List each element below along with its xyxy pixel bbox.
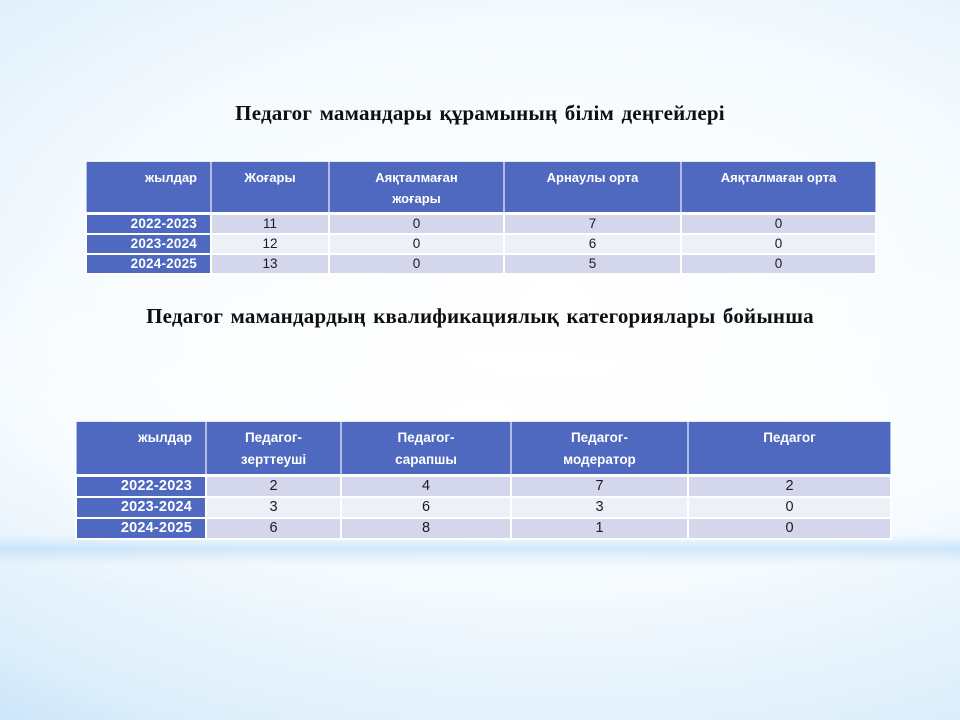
value-cell: 2 bbox=[206, 475, 341, 497]
table-header-row bbox=[76, 421, 891, 475]
education-levels-title: Педагог мамандары құрамының білім деңгейлері bbox=[235, 101, 725, 125]
value-cell: 4 bbox=[341, 475, 511, 497]
header-cell-higher: Жоғары bbox=[211, 161, 329, 214]
value-cell: 0 bbox=[681, 214, 876, 235]
value-cell: 0 bbox=[681, 234, 876, 254]
value-cell: 3 bbox=[206, 497, 341, 518]
value-cell: 5 bbox=[504, 254, 681, 274]
header-cell-incomplete-secondary: Аяқталмаған орта bbox=[681, 161, 876, 214]
value-cell: 1 bbox=[511, 518, 688, 539]
value-cell: 3 bbox=[511, 497, 688, 518]
education-levels-table bbox=[85, 160, 877, 275]
year-cell: 2023-2024 bbox=[86, 234, 211, 254]
header-cell-researcher bbox=[206, 421, 341, 475]
header-label: Педагог-сарапшы bbox=[395, 430, 457, 467]
value-cell: 7 bbox=[511, 475, 688, 497]
header-cell-years: жылдар bbox=[86, 161, 211, 214]
header-cell-incomplete-higher bbox=[329, 161, 504, 214]
header-cell-years: жылдар bbox=[76, 421, 206, 475]
header-cell-special-secondary: Арнаулы орта bbox=[504, 161, 681, 214]
year-cell: 2024-2025 bbox=[76, 518, 206, 539]
value-cell: 7 bbox=[504, 214, 681, 235]
value-cell: 6 bbox=[206, 518, 341, 539]
value-cell: 11 bbox=[211, 214, 329, 235]
year-cell: 2022-2023 bbox=[86, 214, 211, 235]
header-label: Педагог-зерттеуші bbox=[240, 430, 307, 467]
year-cell: 2023-2024 bbox=[76, 497, 206, 518]
year-cell: 2024-2025 bbox=[86, 254, 211, 274]
qualification-table-head bbox=[76, 421, 891, 475]
year-cell: 2022-2023 bbox=[76, 475, 206, 497]
education-table-body bbox=[86, 214, 876, 275]
value-cell: 8 bbox=[341, 518, 511, 539]
qualification-table-body bbox=[76, 475, 891, 539]
table-row bbox=[76, 497, 891, 518]
qualification-categories-title: Педагог мамандардың квалификациялық категориялары бойынша bbox=[146, 304, 814, 328]
header-cell-moderator bbox=[511, 421, 688, 475]
table-row bbox=[76, 518, 891, 539]
table-row bbox=[76, 475, 891, 497]
header-cell-expert bbox=[341, 421, 511, 475]
value-cell: 0 bbox=[329, 254, 504, 274]
value-cell: 6 bbox=[341, 497, 511, 518]
table-row bbox=[86, 234, 876, 254]
value-cell: 13 bbox=[211, 254, 329, 274]
qualification-categories-table bbox=[75, 420, 892, 540]
header-cell-pedagog: Педагог bbox=[688, 421, 891, 475]
value-cell: 12 bbox=[211, 234, 329, 254]
table-row bbox=[86, 214, 876, 235]
value-cell: 2 bbox=[688, 475, 891, 497]
education-table-head bbox=[86, 161, 876, 214]
header-label: Педагог-модератор bbox=[563, 430, 636, 467]
value-cell: 0 bbox=[688, 518, 891, 539]
value-cell: 0 bbox=[688, 497, 891, 518]
table-header-row bbox=[86, 161, 876, 214]
value-cell: 0 bbox=[681, 254, 876, 274]
value-cell: 6 bbox=[504, 234, 681, 254]
header-label: Аяқталмаған жоғары bbox=[375, 170, 458, 207]
value-cell: 0 bbox=[329, 214, 504, 235]
table-row bbox=[86, 254, 876, 274]
value-cell: 0 bbox=[329, 234, 504, 254]
